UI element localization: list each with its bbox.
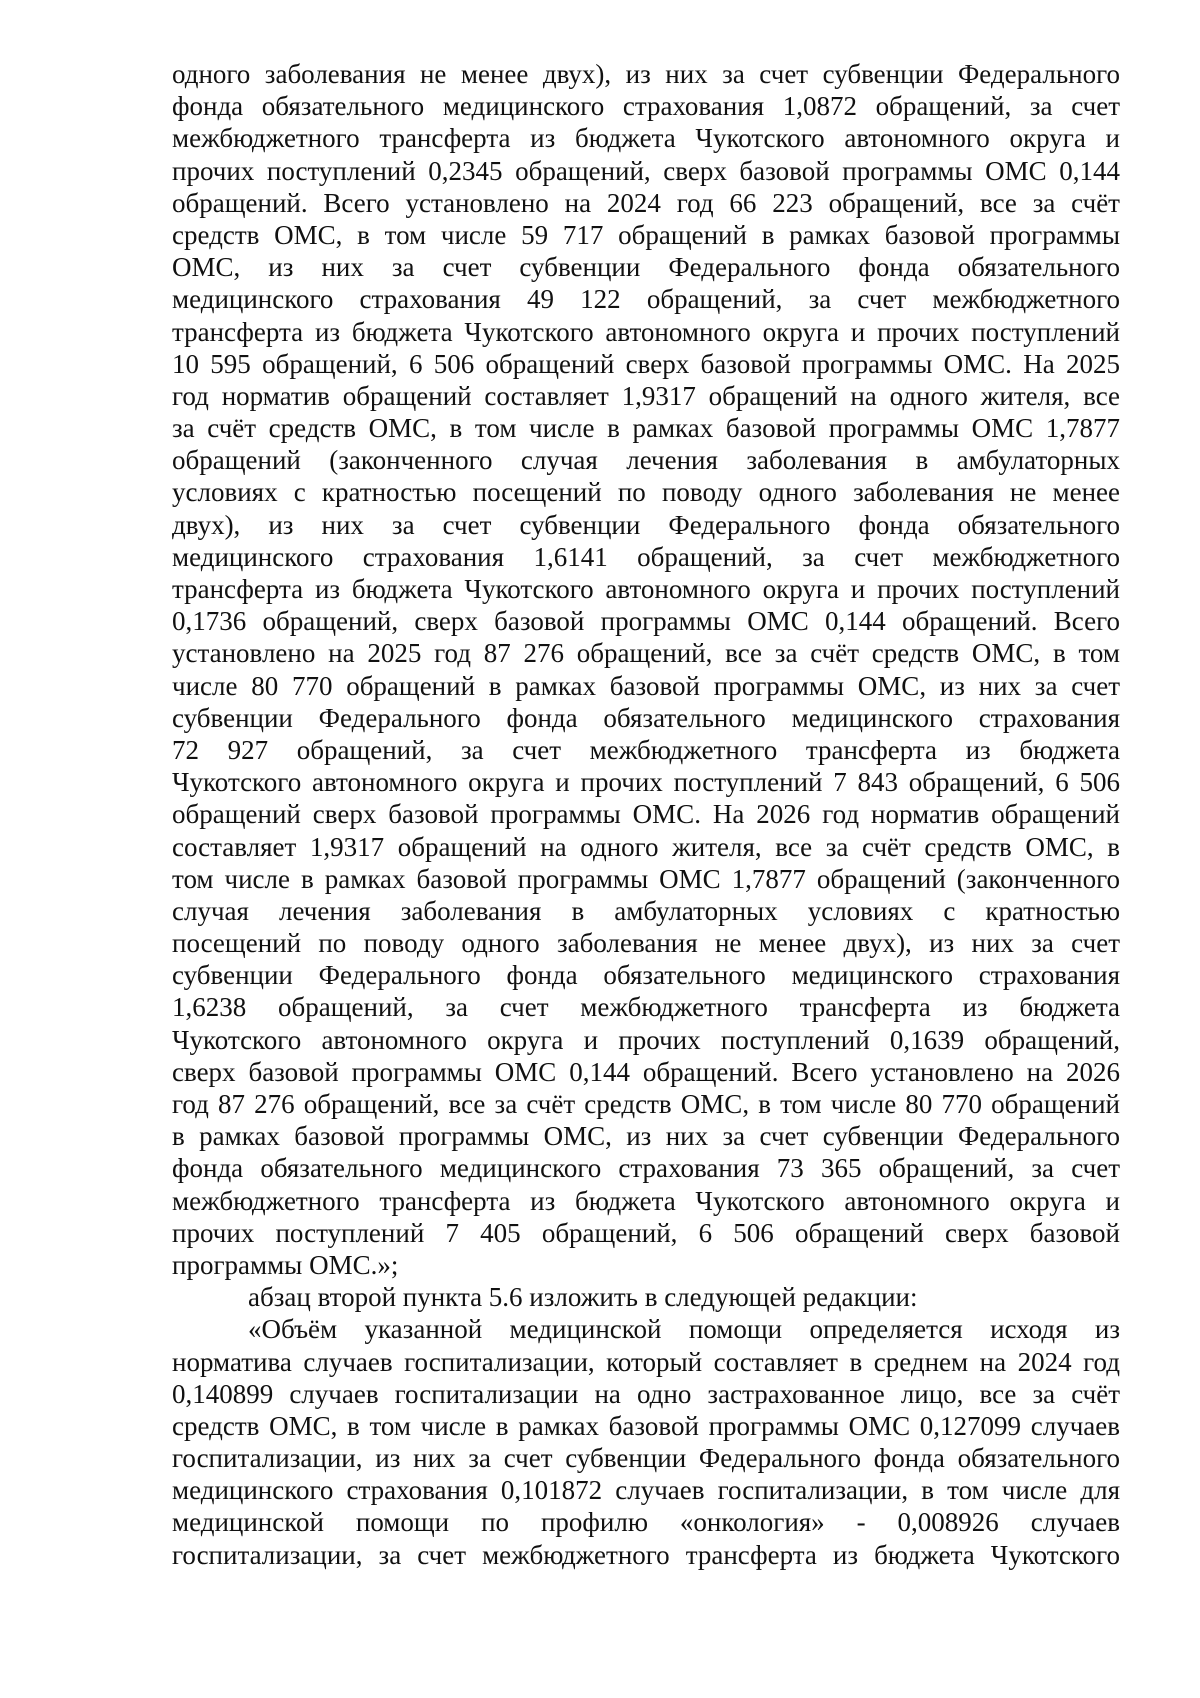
text-line: абзац второй пункта 5.6 изложить в следующей редакции: [248,1282,918,1313]
text-line: программы ОМС.»; [172,1249,399,1280]
text-line: медицинского страхования 0,101872 случаев госпитализации, в том числе для [172,1475,1120,1506]
text-line: Чукотского автономного округа и прочих поступлений 7 843 обращений, 6 506 [172,767,1120,798]
text-line: трансферта из бюджета Чукотского автономного округа и прочих поступлений [172,574,1120,604]
text-line: ОМС, из них за счет субвенции Федерального фонда обязательного [172,252,1120,283]
text-line: госпитализации, из них за счет субвенции Федерального фонда обязательного [172,1443,1120,1474]
text-line: фонда обязательного медицинского страхования 73 365 обращений, за счет [172,1153,1120,1184]
text-line: 1,6238 обращений, за счет межбюджетного трансферта из бюджета [172,992,1120,1023]
text-line: обращений. Всего установлено на 2024 год 66 223 обращений, все за счёт [172,187,1120,218]
text-line: случая лечения заболевания в амбулаторных условиях с кратностью [172,895,1120,926]
text-line: обращений сверх базовой программы ОМС. На 2026 год норматив обращений [172,799,1120,830]
text-line: 0,140899 случаев госпитализации на одно застрахованное лицо, все за счёт [172,1378,1120,1409]
text-line: медицинского страхования 1,6141 обращений, за счет межбюджетного [172,541,1120,572]
text-line: госпитализации, за счет межбюджетного трансферта из бюджета Чукотского [172,1539,1120,1570]
text-line: медицинской помощи по профилю «онкология» - 0,008926 случаев [172,1507,1120,1538]
text-line: том числе в рамках базовой программы ОМС 1,7877 обращений (законченного [172,863,1120,894]
text-line: прочих поступлений 7 405 обращений, 6 506 обращений сверх базовой [172,1217,1120,1248]
text-line: медицинского страхования 49 122 обращений, за счет межбюджетного [172,284,1120,315]
text-line: «Объём указанной медицинской помощи определяется исходя из [248,1314,1120,1345]
text-line: сверх базовой программы ОМС 0,144 обращений. Всего установлено на 2026 [172,1056,1120,1087]
text-line: обращений (законченного случая лечения заболевания в амбулаторных [172,445,1120,476]
document-page [172,58,1120,1571]
text-line: 0,1736 обращений, сверх базовой программы ОМС 0,144 обращений. Всего [172,606,1120,637]
text-line: прочих поступлений 0,2345 обращений, сверх базовой программы ОМС 0,144 [172,155,1120,186]
text-line: двух), из них за счет субвенции Федерального фонда обязательного [172,509,1120,540]
text-line: средств ОМС, в том числе в рамках базовой программы ОМС 0,127099 случаев [172,1410,1120,1441]
text-line: в рамках базовой программы ОМС, из них за счет субвенции Федерального [172,1121,1120,1152]
text-line: за счёт средств ОМС, в том числе в рамках базовой программы ОМС 1,7877 [172,413,1120,444]
text-line: посещений по поводу одного заболевания не менее двух), из них за счет [172,928,1120,959]
text-line: установлено на 2025 год 87 276 обращений, все за счёт средств ОМС, в том [172,638,1120,669]
text-line: год норматив обращений составляет 1,9317 обращений на одного жителя, все [172,380,1120,411]
text-line: субвенции Федерального фонда обязательного медицинского страхования [172,702,1120,733]
text-line: 72 927 обращений, за счет межбюджетного трансферта из бюджета [172,734,1120,765]
text-line: норматива случаев госпитализации, который составляет в среднем на 2024 год [172,1346,1120,1377]
text-line: межбюджетного трансферта из бюджета Чукотского автономного округа и [172,123,1120,154]
text-line: одного заболевания не менее двух), из них за счет субвенции Федерального [172,59,1120,89]
text-line: 10 595 обращений, 6 506 обращений сверх базовой программы ОМС. На 2025 [172,348,1120,379]
text-line: межбюджетного трансферта из бюджета Чукотского автономного округа и [172,1185,1120,1216]
text-line: субвенции Федерального фонда обязательного медицинского страхования [172,960,1120,991]
text-line: средств ОМС, в том числе 59 717 обращений в рамках базовой программы [172,219,1120,250]
text-line: числе 80 770 обращений в рамках базовой программы ОМС, из них за счет [172,670,1120,701]
text-line: год 87 276 обращений, все за счёт средств ОМС, в том числе 80 770 обращений [172,1089,1120,1119]
text-line: Чукотского автономного округа и прочих поступлений 0,1639 обращений, [172,1024,1120,1055]
text-line: условиях с кратностью посещений по поводу одного заболевания не менее [172,477,1120,508]
text-line: фонда обязательного медицинского страхования 1,0872 обращений, за счет [172,91,1120,122]
text-line: трансферта из бюджета Чукотского автономного округа и прочих поступлений [172,316,1120,347]
text-line: составляет 1,9317 обращений на одного жителя, все за счёт средств ОМС, в [172,831,1120,862]
